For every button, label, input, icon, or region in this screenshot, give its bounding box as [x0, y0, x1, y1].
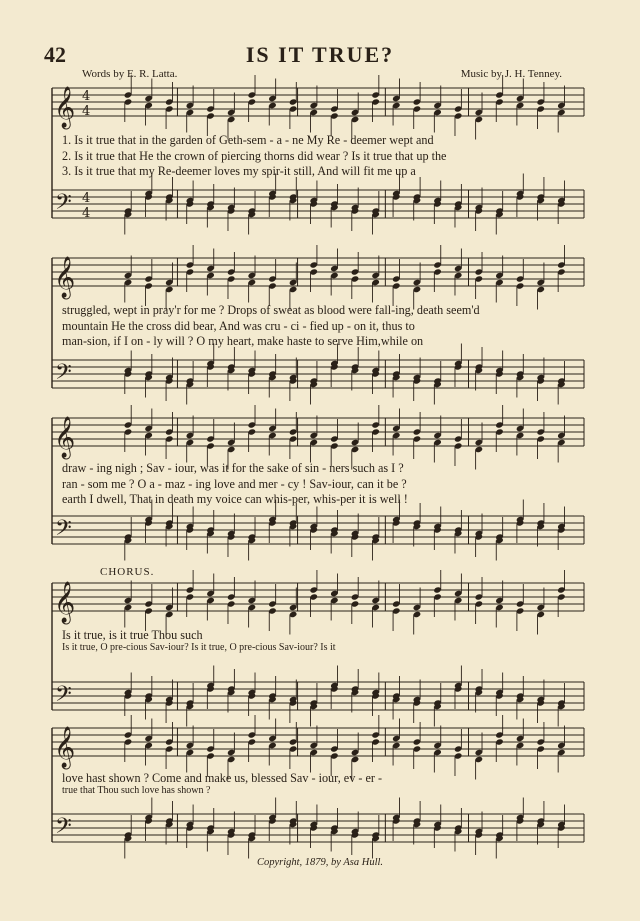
verse-line: man-sion, if I on - ly will ? O my heart, make haste to serve Him,while on	[62, 334, 424, 348]
treble-clef-icon: 𝄞	[54, 417, 76, 458]
words-credit: Words by E. R. Latta.	[82, 68, 178, 80]
bass-clef-icon: 𝄢	[55, 814, 72, 844]
treble-clef-icon: 𝄞	[54, 582, 76, 623]
verse-line: draw - ing nigh ; Sav - iour, was it for the sake of sin - ners such as I ?	[62, 461, 404, 475]
bass-clef-icon: 𝄢	[55, 682, 72, 712]
treble-clef-icon: 𝄞	[54, 257, 76, 298]
system-2-lyrics	[62, 303, 584, 350]
copyright-notice: Copyright, 1879, by Asa Hull.	[256, 857, 384, 868]
page-number: 42	[44, 42, 66, 67]
treble-clef-icon: 𝄞	[54, 727, 76, 768]
time-signature: 4	[82, 104, 91, 119]
treble-clef-icon: 𝄞	[54, 87, 76, 128]
verse-line: 2. Is it true that He the crown of piercing thorns did wear ? Is it true that up the	[62, 148, 447, 163]
verse-line: mountain He the cross did bear, And was cru - ci - fied up - on it, thus to	[62, 318, 415, 333]
verse-line: earth I dwell, That in death my voice can whis-per, whis-per it is well !	[62, 492, 408, 506]
time-signature: 4	[82, 206, 91, 221]
system-3-lyrics	[62, 461, 584, 508]
bass-clef-icon: 𝄢	[55, 516, 72, 546]
chorus-lower-lyrics	[62, 642, 584, 654]
chorus-label: CHORUS.	[100, 566, 155, 578]
hymn-title: IS IT TRUE?	[245, 42, 395, 67]
time-signature: 4	[82, 191, 91, 206]
verse-line: ran - som me ? O a - maz - ing love and mer - cy ! Sav-iour, can it be ?	[62, 476, 407, 491]
bass-clef-icon: 𝄢	[55, 360, 72, 390]
lyric-line: Is it true, is it true Thou such	[62, 628, 203, 642]
lyric-line: true that Thou such love has shown ?	[62, 785, 211, 796]
lyric-line: love hast shown ? Come and make us, blessed Sav - iour, ev - er -	[62, 771, 383, 785]
verse-line: struggled, wept in pray'r for me ? Drops of sweat as blood were fall-ing, death seem'd	[62, 303, 480, 317]
system-5-lower-lyrics	[62, 785, 584, 797]
verse-line: 3. Is it true that my Re-deemer loves my spir-it still, And will fit me up a	[62, 164, 416, 178]
lyric-line: Is it true, O pre-cious Sav-iour? Is it true, O pre-cious Sav-iour? Is it	[62, 642, 336, 653]
time-signature: 4	[82, 89, 91, 104]
verse-line: 1. Is it true that in the garden of Geth-sem - a - ne My Re - deemer wept and	[62, 133, 434, 147]
system-1-lyrics	[62, 133, 584, 180]
music-credit: Music by J. H. Tenney.	[460, 68, 562, 80]
bass-clef-icon: 𝄢	[55, 190, 72, 220]
